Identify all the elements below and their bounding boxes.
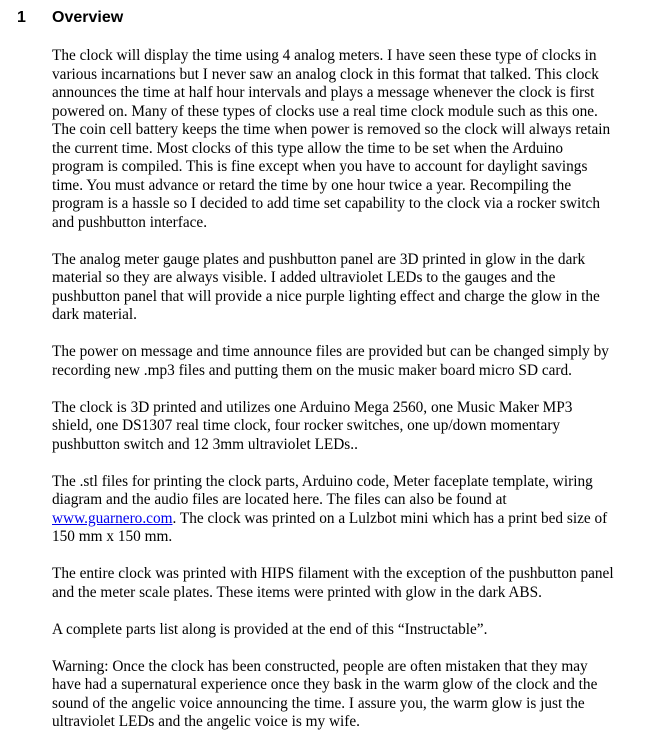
text-line: Warning: Once the clock has been constructed, people are often mistaken that they may bbox=[52, 657, 588, 675]
text-line: announces the time at half hour intervals and plays a message whenever the clock is first bbox=[52, 84, 595, 101]
text-line: and the meter scale plates. These items were printed with glow in the dark ABS. bbox=[52, 583, 542, 601]
text-line: A complete parts list along is provided at the end of this “Instructable”. bbox=[52, 620, 488, 638]
text-line: The coin cell battery keeps the time when power is removed so the clock will always retain bbox=[52, 121, 611, 138]
text-line: dark material. bbox=[52, 306, 137, 323]
text-line: program is compiled. This is fine except when you have to account for daylight savings bbox=[52, 158, 588, 175]
text-line: program is a hassle so I decided to add time set capability to the clock via a rocker switch bbox=[52, 195, 600, 212]
text-line: 150 mm x 150 mm. bbox=[52, 528, 173, 545]
text-line: have had a supernatural experience once they bask in the warm glow of the clock and the bbox=[52, 676, 598, 693]
section-title: Overview bbox=[52, 9, 124, 26]
text-line: recording new .mp3 files and putting them on the music maker board micro SD card. bbox=[52, 361, 572, 379]
text-line: various incarnations but I never saw an analog clock in this format that talked. This clock bbox=[52, 65, 599, 83]
text-line: diagram and the audio files are located here. The files can also be found at bbox=[52, 491, 507, 508]
text-line: The power on message and time announce files are provided but can be changed simply by bbox=[52, 343, 609, 360]
text-line: The entire clock was printed with HIPS filament with the exception of the pushbutton panel bbox=[52, 565, 614, 582]
text-line: The clock will display the time using 4 analog meters. I have seen these type of clocks in bbox=[52, 47, 597, 64]
text-line: powered on. Many of these types of clocks use a real time clock module such as this one. bbox=[52, 102, 598, 120]
text-line: and pushbutton interface. bbox=[52, 213, 208, 231]
paragraph bbox=[52, 399, 652, 455]
paragraph bbox=[52, 621, 652, 640]
section-number: 1 bbox=[17, 9, 26, 26]
text-segment: . The clock was printed on a Lulzbot mini which has a print bed size of bbox=[172, 509, 608, 527]
text-line: ultraviolet LEDs and the angelic voice is my wife. bbox=[52, 713, 360, 730]
text-line: shield, one DS1307 real time clock, four rocker switches, one up/down momentary bbox=[52, 417, 561, 434]
text-line: pushbutton panel that will provide a nice purple lighting effect and charge the glow in the bbox=[52, 287, 600, 305]
text-line: The clock is 3D printed and utilizes one Arduino Mega 2560, one Music Maker MP3 bbox=[52, 398, 573, 416]
paragraph bbox=[52, 343, 652, 380]
text-line: The analog meter gauge plates and pushbutton panel are 3D printed in glow in the dark bbox=[52, 250, 586, 268]
text-line: time. You must advance or retard the time by one hour twice a year. Recompiling the bbox=[52, 176, 572, 194]
text-line bbox=[52, 510, 652, 529]
paragraph bbox=[52, 47, 652, 232]
text-line: The .stl files for printing the clock parts, Arduino code, Meter faceplate template, wiring bbox=[52, 472, 593, 490]
text-line: sound of the angelic voice announcing the time. I assure you, the warm glow is just the bbox=[52, 694, 585, 712]
document-body bbox=[52, 47, 652, 750]
paragraph bbox=[52, 658, 652, 732]
paragraph bbox=[52, 251, 652, 325]
paragraph bbox=[52, 565, 652, 602]
text-line: the current time. Most clocks of this type allow the time to be set when the Arduino bbox=[52, 139, 564, 157]
text-line: material so they are always visible. I added ultraviolet LEDs to the gauges and the bbox=[52, 269, 556, 286]
text-line: pushbutton switch and 12 3mm ultraviolet LEDs.. bbox=[52, 435, 358, 453]
website-link[interactable]: www.guarnero.com bbox=[52, 509, 173, 527]
paragraph bbox=[52, 473, 652, 547]
